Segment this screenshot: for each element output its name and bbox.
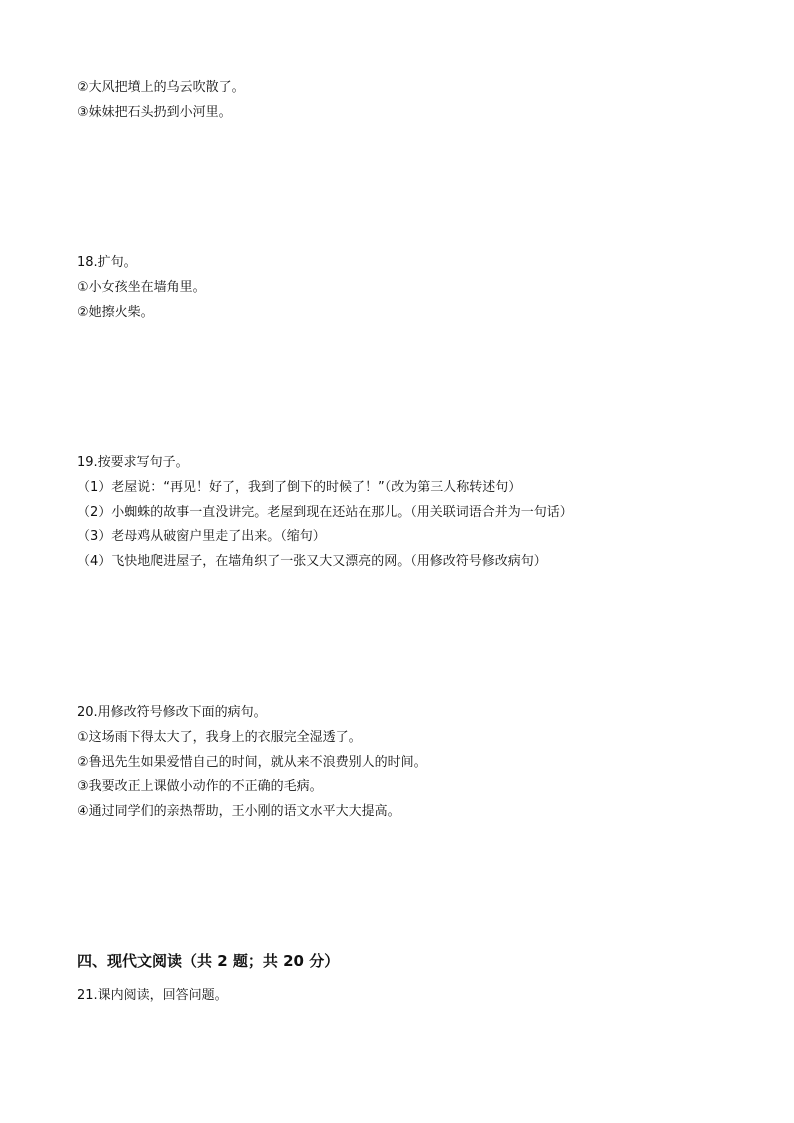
q18-title: 18.扩句。 xyxy=(77,255,137,270)
q18-item-1: ①小女孩坐在墙角里。 xyxy=(77,280,206,295)
q21-title: 21.课内阅读，回答问题。 xyxy=(77,988,228,1003)
q17-item-2: ②大风把墳上的乌云吹散了。 xyxy=(77,80,245,95)
q19-item-1: （1）老屋说：“再见！好了，我到了倒下的时候了！”（改为第三人称转述句） xyxy=(77,480,522,495)
q19-item-4: （4）飞快地爬进屋子，在墙角织了一张又大又漂亮的网。（用修改符号修改病句） xyxy=(77,554,547,569)
section-4-heading: 四、现代文阅读（共 2 题；共 20 分） xyxy=(77,952,340,970)
q19-item-3: （3）老母鸡从破窗户里走了出来。（缩句） xyxy=(77,529,326,544)
q20-item-3: ③我要改正上课做小动作的不正确的毛病。 xyxy=(77,779,323,794)
q20-title: 20.用修改符号修改下面的病句。 xyxy=(77,705,267,720)
q19-item-2: （2）小蜘蛛的故事一直没讲完。老屋到现在还站在那儿。（用关联词语合并为一句话） xyxy=(77,505,573,520)
q17-item-3: ③妹妹把石头扔到小河里。 xyxy=(77,105,232,120)
q20-item-4: ④通过同学们的亲热帮助，王小刚的语文水平大大提高。 xyxy=(77,804,401,819)
q19-title: 19.按要求写句子。 xyxy=(77,455,189,470)
q18-item-2: ②她擦火柴。 xyxy=(77,305,154,320)
q20-item-2: ②鲁迅先生如果爱惜自己的时间，就从来不浪费别人的时间。 xyxy=(77,755,427,770)
q20-item-1: ①这场雨下得太大了，我身上的衣服完全湿透了。 xyxy=(77,730,362,745)
